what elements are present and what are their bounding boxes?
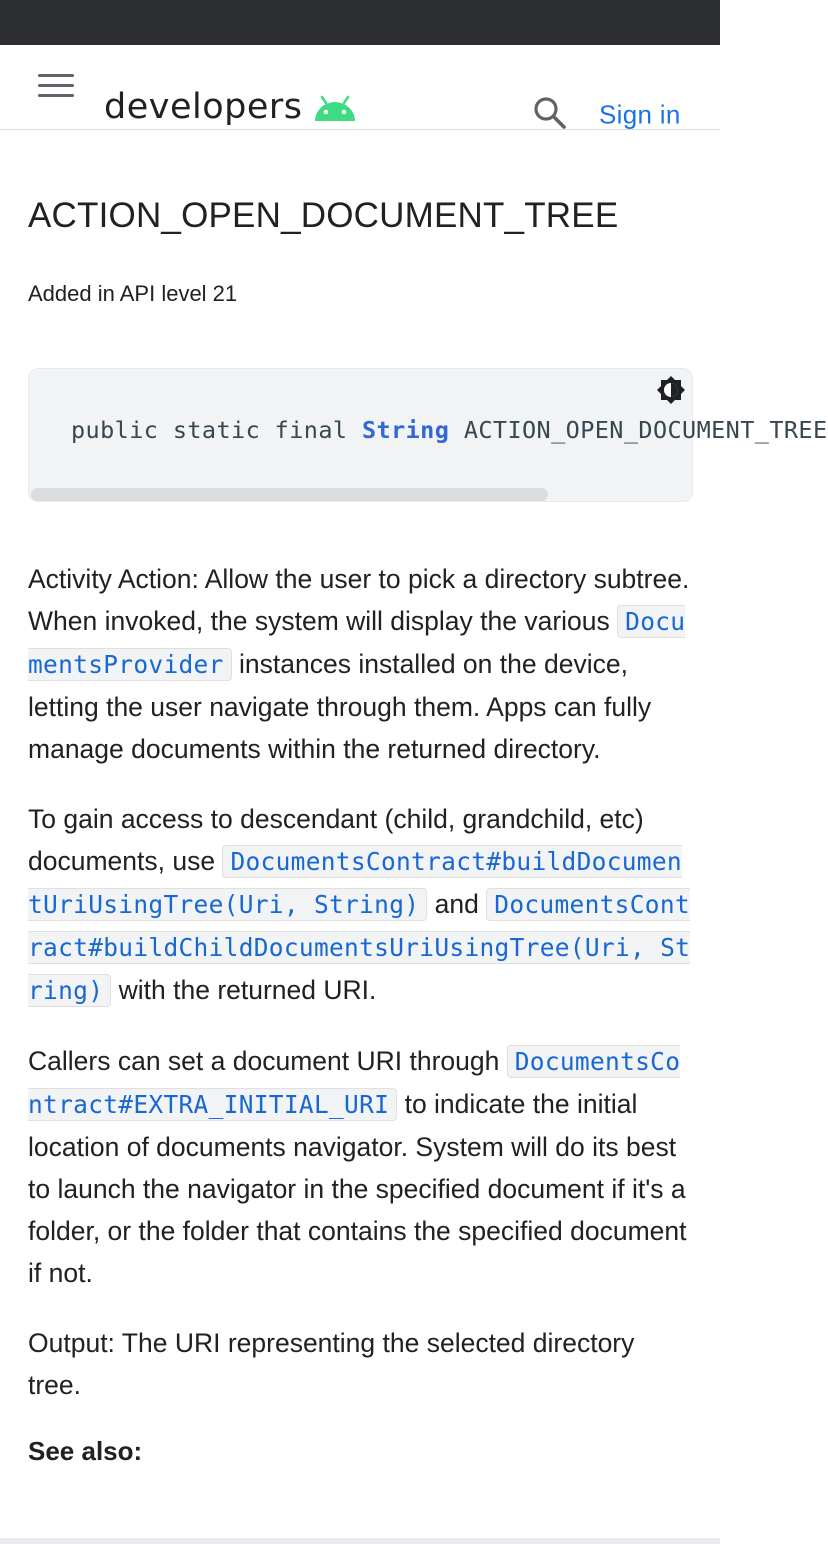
paragraph-text: instances installed on the device, letting the user navigate through them. Apps can fully manage documents within the returned directory. [28, 649, 652, 764]
paragraph-text: Activity Action: Allow the user to pick a directory subtree. When invoked, the system will display the various [28, 564, 690, 636]
code-block [28, 368, 828, 502]
sign-in-link[interactable]: Sign in [599, 99, 681, 130]
logo-text: developers [104, 87, 303, 127]
status-bar [0, 0, 720, 45]
code-constant-name: ACTION_OPEN_DOCUMENT_TREE [449, 416, 828, 444]
build-child-documents-uri-using-tree-link[interactable]: DocumentsContract#buildChildDocumentsUriUsingTree(Uri, String) [28, 890, 691, 1005]
paragraph-text: Callers can set a document URI through [28, 1046, 507, 1076]
paragraph-text: To gain access to descendant (child, grandchild, etc) documents, use [28, 804, 644, 876]
developers-logo[interactable] [104, 87, 359, 127]
paragraph-output: Output: The URI representing the selected directory tree. [28, 1328, 635, 1400]
code-scrollbar [29, 487, 692, 501]
code-scrollbar-thumb[interactable] [31, 488, 548, 501]
api-level-label: Added in API level 21 [28, 281, 238, 306]
code-modifiers: public static final [71, 416, 362, 444]
bottom-edge [0, 1538, 720, 1544]
paragraph-access [28, 798, 692, 1012]
android-icon [311, 94, 359, 122]
search-icon[interactable] [532, 95, 568, 131]
paragraph-initial-uri [28, 1040, 692, 1294]
main-content [0, 196, 828, 1468]
build-document-uri-using-tree-link[interactable]: DocumentsContract#buildDocumentUriUsingTree(Uri, String) [28, 847, 682, 919]
see-also-heading: See also: [28, 1436, 143, 1466]
code-signature [71, 416, 828, 444]
page-title: ACTION_OPEN_DOCUMENT_TREE [28, 196, 619, 235]
documents-provider-link[interactable]: DocumentsProvider [28, 607, 686, 679]
menu-icon[interactable] [36, 74, 76, 102]
paragraph-text: and [427, 889, 487, 919]
paragraph-text: with the returned URI. [111, 975, 377, 1005]
paragraph-description [28, 558, 692, 770]
dark-mode-toggle-icon[interactable] [656, 375, 686, 405]
top-app-bar [0, 45, 720, 130]
paragraph-text: to indicate the initial location of documents navigator. System will do its best to launch the navigator in the specified document if it's a folder, or the folder that contains the specified document if not. [28, 1089, 687, 1288]
extra-initial-uri-link[interactable]: DocumentsContract#EXTRA_INITIAL_URI [28, 1047, 681, 1119]
code-type-link[interactable]: String [361, 416, 450, 444]
